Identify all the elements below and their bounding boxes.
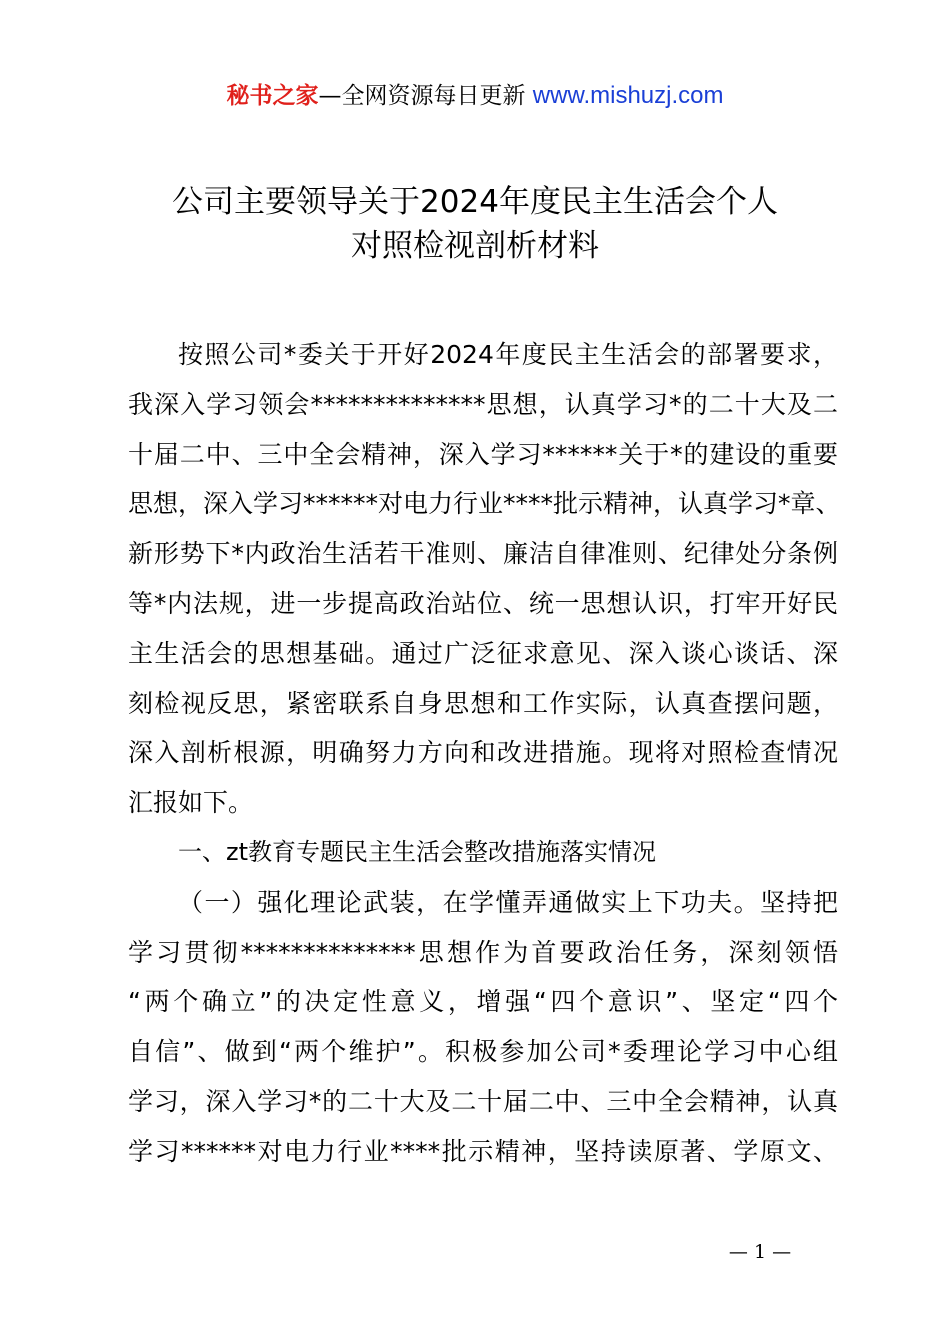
body-line: 深入剖析根源，明确努力方向和改进措施。现将对照检查情况 <box>128 738 838 768</box>
title-line: 公司主要领导关于2024年度民主生活会个人 <box>172 184 778 220</box>
title-line: 对照检视剖析材料 <box>351 228 599 264</box>
body-line: 思想，深入学习******对电力行业****批示精神，认真学习*章、 <box>128 489 841 519</box>
site-url[interactable]: www.mishuzj.com <box>532 82 724 109</box>
body-line: 学习，深入学习*的二十大及二十届二中、三中全会精神，认真 <box>128 1086 838 1116</box>
body-line: 刻检视反思，紧密联系自身思想和工作实际，认真查摆问题， <box>128 688 838 718</box>
site-header <box>0 80 950 112</box>
body-line: “两个确立”的决定性意义，增强“四个意识”、坚定“四个 <box>128 987 838 1017</box>
body-line: 汇报如下。 <box>128 788 254 818</box>
section-heading: 一、zt教育专题民主生活会整改措施落实情况 <box>178 837 657 866</box>
page-number: — 1 — <box>728 1241 792 1263</box>
body-line: 按照公司*委关于开好2024年度民主生活会的部署要求， <box>178 340 838 369</box>
body-line: 自信”、做到“两个维护”。积极参加公司*委理论学习中心组 <box>128 1037 838 1067</box>
site-brand: 秘书之家 <box>226 83 319 109</box>
body-line: 我深入学习领会**************思想，认真学习*的二十大及二 <box>128 389 838 419</box>
body-line: （一）强化理论武装，在学懂弄通做实上下功夫。坚持把 <box>178 887 838 917</box>
body-line: 新形势下*内政治生活若干准则、廉洁自律准则、纪律处分条例 <box>128 539 838 569</box>
document-title <box>80 180 870 268</box>
body-line: 等*内法规，进一步提高政治站位、统一思想认识，打牢开好民 <box>128 588 838 618</box>
body-line: 学习贯彻**************思想作为首要政治任务，深刻领悟 <box>128 937 838 967</box>
site-tagline: —全网资源每日更新 <box>318 83 533 109</box>
document-body <box>128 330 841 1177</box>
body-line: 主生活会的思想基础。通过广泛征求意见、深入谈心谈话、深 <box>128 638 838 668</box>
body-line: 十届二中、三中全会精神，深入学习******关于*的建设的重要 <box>128 439 838 469</box>
body-line: 学习******对电力行业****批示精神，坚持读原著、学原文、 <box>128 1136 838 1166</box>
